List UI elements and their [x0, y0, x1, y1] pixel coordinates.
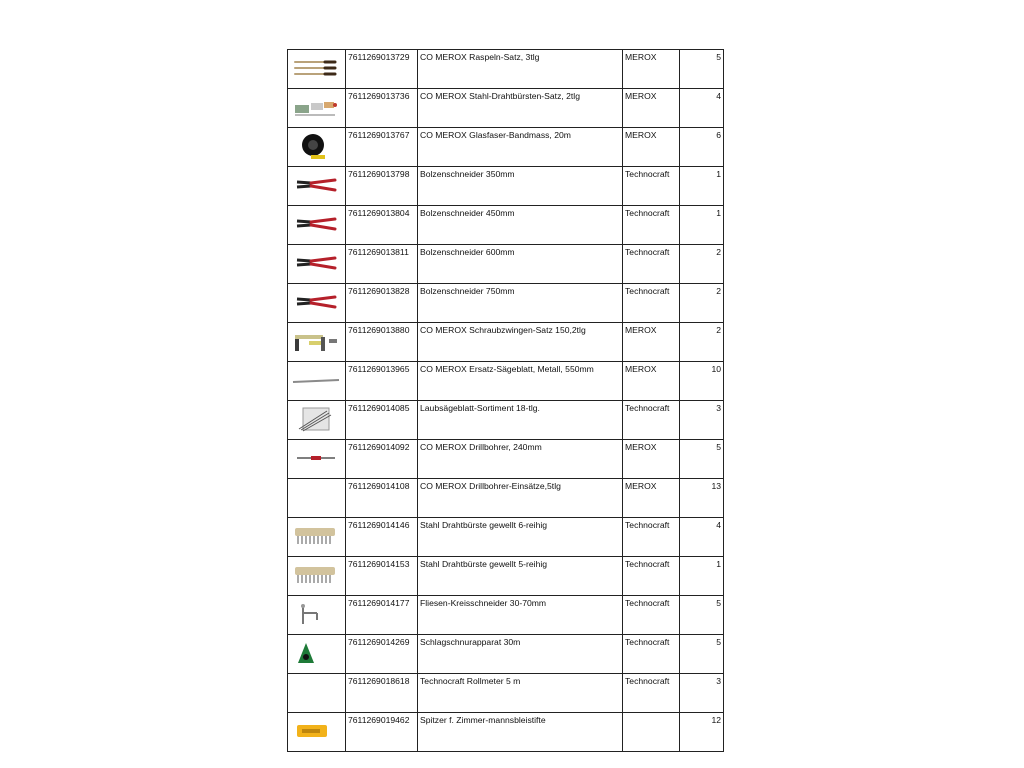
brand-cell: Technocraft	[623, 557, 680, 596]
ean-cell: 7611269014269	[346, 635, 418, 674]
brand-cell: MEROX	[623, 362, 680, 401]
quantity-cell: 1	[680, 206, 724, 245]
product-image-cell	[288, 713, 346, 752]
product-sheet	[287, 49, 724, 752]
brand-cell: Technocraft	[623, 674, 680, 713]
quantity-cell: 2	[680, 245, 724, 284]
ean-cell: 7611269019462	[346, 713, 418, 752]
description-cell: Stahl Drahtbürste gewellt 5-reihig	[418, 557, 623, 596]
ean-cell: 7611269014177	[346, 596, 418, 635]
quantity-cell: 13	[680, 479, 724, 518]
description-cell: Bolzenschneider 450mm	[418, 206, 623, 245]
ean-cell: 7611269013804	[346, 206, 418, 245]
table-row	[288, 323, 724, 362]
description-cell: Laubsägeblatt-Sortiment 18-tlg.	[418, 401, 623, 440]
table-row	[288, 167, 724, 206]
wire-brush-icon	[291, 522, 341, 550]
product-image-cell	[288, 401, 346, 440]
table-row	[288, 713, 724, 752]
ean-cell: 7611269013965	[346, 362, 418, 401]
ean-cell: 7611269014153	[346, 557, 418, 596]
product-table	[287, 49, 724, 752]
ean-cell: 7611269014108	[346, 479, 418, 518]
quantity-cell: 5	[680, 635, 724, 674]
quantity-cell: 3	[680, 401, 724, 440]
table-row	[288, 89, 724, 128]
ean-cell: 7611269013736	[346, 89, 418, 128]
description-cell: CO MEROX Ersatz-Sägeblatt, Metall, 550mm	[418, 362, 623, 401]
table-row	[288, 557, 724, 596]
brand-cell: MEROX	[623, 323, 680, 362]
table-row	[288, 440, 724, 479]
table-row	[288, 674, 724, 713]
ean-cell: 7611269013828	[346, 284, 418, 323]
clamp-set-icon	[291, 327, 341, 355]
quantity-cell: 6	[680, 128, 724, 167]
product-image-cell	[288, 557, 346, 596]
quantity-cell: 4	[680, 518, 724, 557]
pencil-sharpener-icon	[291, 717, 341, 745]
product-image-cell	[288, 674, 346, 713]
table-row	[288, 50, 724, 89]
product-image-cell	[288, 167, 346, 206]
brand-cell: MEROX	[623, 440, 680, 479]
quantity-cell: 5	[680, 50, 724, 89]
quantity-cell: 10	[680, 362, 724, 401]
product-image-cell	[288, 440, 346, 479]
description-cell: Spitzer f. Zimmer-mannsbleistifte	[418, 713, 623, 752]
description-cell: CO MEROX Raspeln-Satz, 3tlg	[418, 50, 623, 89]
bolt-cutter-icon	[291, 249, 341, 277]
product-image-cell	[288, 362, 346, 401]
quantity-cell: 5	[680, 596, 724, 635]
ean-cell: 7611269013767	[346, 128, 418, 167]
table-row	[288, 128, 724, 167]
bolt-cutter-icon	[291, 288, 341, 316]
product-image-cell	[288, 479, 346, 518]
table-row	[288, 206, 724, 245]
brand-cell: MEROX	[623, 128, 680, 167]
ean-cell: 7611269018618	[346, 674, 418, 713]
ean-cell: 7611269014085	[346, 401, 418, 440]
brand-cell: Technocraft	[623, 284, 680, 323]
description-cell: Stahl Drahtbürste gewellt 6-reihig	[418, 518, 623, 557]
table-row	[288, 401, 724, 440]
measuring-tape-reel-icon	[291, 132, 341, 160]
rasp-files-icon	[291, 54, 341, 82]
brand-cell: MEROX	[623, 479, 680, 518]
brand-cell: Technocraft	[623, 635, 680, 674]
wire-brush-icon	[291, 561, 341, 589]
brand-cell: MEROX	[623, 89, 680, 128]
product-image-cell	[288, 128, 346, 167]
description-cell: Bolzenschneider 750mm	[418, 284, 623, 323]
product-image-cell	[288, 518, 346, 557]
tile-circle-cutter-icon	[291, 600, 341, 628]
description-cell: CO MEROX Schraubzwingen-Satz 150,2tlg	[418, 323, 623, 362]
description-cell: CO MEROX Drillbohrer-Einsätze,5tlg	[418, 479, 623, 518]
brand-cell	[623, 713, 680, 752]
product-image-cell	[288, 89, 346, 128]
bolt-cutter-icon	[291, 210, 341, 238]
brand-cell: MEROX	[623, 50, 680, 89]
fretsaw-blades-icon	[291, 405, 341, 433]
ean-cell: 7611269013798	[346, 167, 418, 206]
quantity-cell: 1	[680, 167, 724, 206]
ean-cell: 7611269013729	[346, 50, 418, 89]
chalk-line-icon	[291, 639, 341, 667]
table-row	[288, 362, 724, 401]
product-image-cell	[288, 323, 346, 362]
ean-cell: 7611269014146	[346, 518, 418, 557]
brand-cell: Technocraft	[623, 167, 680, 206]
description-cell: CO MEROX Stahl-Drahtbürsten-Satz, 2tlg	[418, 89, 623, 128]
product-image-cell	[288, 245, 346, 284]
table-row	[288, 518, 724, 557]
table-row	[288, 284, 724, 323]
description-cell: CO MEROX Drillbohrer, 240mm	[418, 440, 623, 479]
product-image-cell	[288, 284, 346, 323]
quantity-cell: 1	[680, 557, 724, 596]
wire-brush-set-icon	[291, 93, 341, 121]
description-cell: Bolzenschneider 350mm	[418, 167, 623, 206]
table-row	[288, 479, 724, 518]
ean-cell: 7611269013811	[346, 245, 418, 284]
table-row	[288, 245, 724, 284]
quantity-cell: 3	[680, 674, 724, 713]
ean-cell: 7611269013880	[346, 323, 418, 362]
quantity-cell: 12	[680, 713, 724, 752]
quantity-cell: 4	[680, 89, 724, 128]
table-row	[288, 635, 724, 674]
brand-cell: Technocraft	[623, 401, 680, 440]
product-image-cell	[288, 635, 346, 674]
drill-icon	[291, 444, 341, 472]
quantity-cell: 2	[680, 323, 724, 362]
description-cell: Schlagschnurapparat 30m	[418, 635, 623, 674]
brand-cell: Technocraft	[623, 206, 680, 245]
description-cell: Bolzenschneider 600mm	[418, 245, 623, 284]
quantity-cell: 2	[680, 284, 724, 323]
brand-cell: Technocraft	[623, 245, 680, 284]
brand-cell: Technocraft	[623, 596, 680, 635]
product-image-cell	[288, 206, 346, 245]
quantity-cell: 5	[680, 440, 724, 479]
product-image-cell	[288, 596, 346, 635]
description-cell: Fliesen-Kreisschneider 30-70mm	[418, 596, 623, 635]
description-cell: Technocraft Rollmeter 5 m	[418, 674, 623, 713]
bolt-cutter-icon	[291, 171, 341, 199]
brand-cell: Technocraft	[623, 518, 680, 557]
table-row	[288, 596, 724, 635]
description-cell: CO MEROX Glasfaser-Bandmass, 20m	[418, 128, 623, 167]
product-image-cell	[288, 50, 346, 89]
saw-blade-icon	[291, 366, 341, 394]
ean-cell: 7611269014092	[346, 440, 418, 479]
